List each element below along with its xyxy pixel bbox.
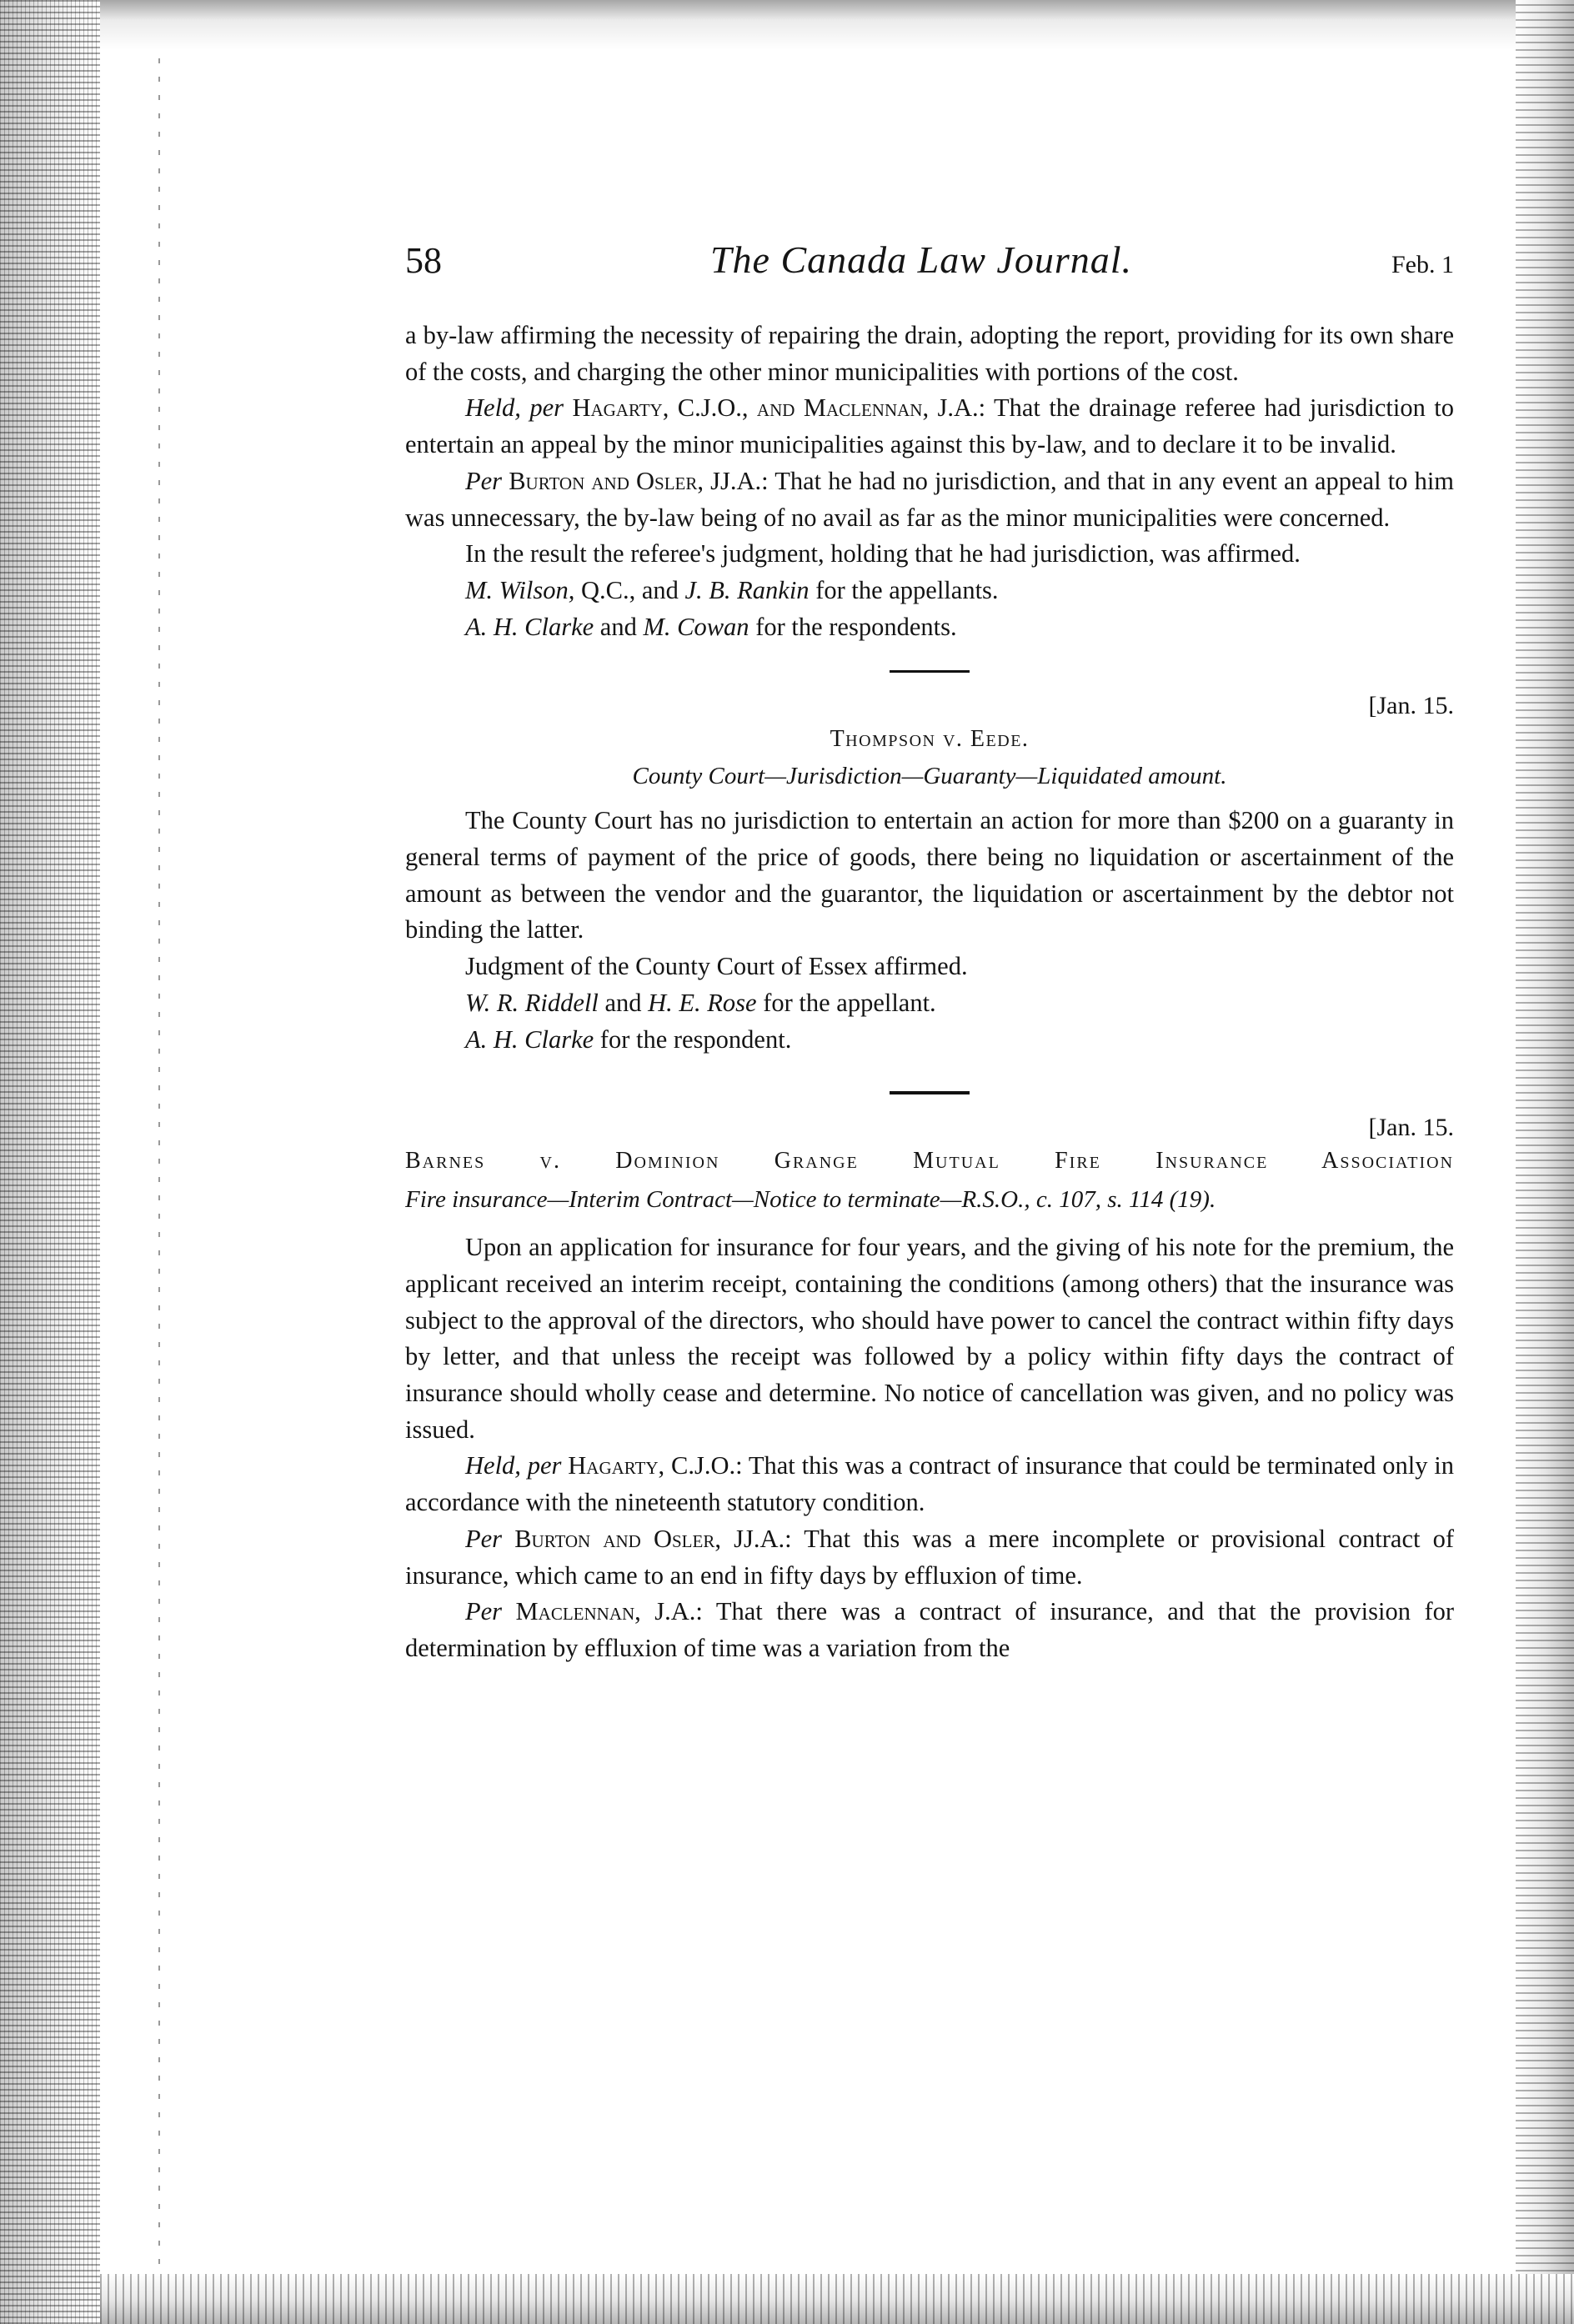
case-continuation <box>405 318 1454 645</box>
counsel-name: A. H. Clarke <box>465 1024 594 1054</box>
scan-edge-left <box>0 0 100 2324</box>
counsel-role: for the appellant. <box>763 988 936 1017</box>
paragraph: Upon an application for insurance for four years, and the giving of his note for the premium, the applicant received an interim receipt, containing the conditions (among others) that the insurance was subject to the approval of the directors, who should have power to cancel the contract within fifty days by letter, and that unless the receipt was followed by a policy within fifty days the contract of insurance should wholly cease and determine. No notice of cancellation was given, and no policy was issued. <box>405 1233 1454 1444</box>
holding-paragraph <box>405 463 1454 536</box>
holding-paragraph <box>405 1594 1454 1666</box>
holding-paragraph <box>405 1521 1454 1594</box>
scan-edge-bottom <box>100 2274 1574 2324</box>
counsel-line <box>405 985 1454 1022</box>
holding-lead: Per <box>465 1597 503 1626</box>
judge-names: Burton and Osler, JJ.A.: <box>509 466 769 495</box>
counsel-line <box>405 573 1454 609</box>
counsel-name: J. B. Rankin <box>684 575 810 604</box>
holding-paragraph <box>405 390 1454 463</box>
issue-date: Feb. 1 <box>1391 251 1454 278</box>
paragraph: The County Court has no jurisdiction to entertain an action for more than $200 on a guaranty in general terms of payment of the price of goods, there being no liquidation or ascertainment of the amount as between the vendor and the guarantor, the liquidation or ascertainment by the debtor not binding the latter. <box>405 806 1454 944</box>
judge-names: Maclennan, J.A.: <box>515 1597 703 1626</box>
counsel-name: W. R. Riddell <box>465 988 599 1017</box>
holding-text: That this was a mere incomplete or provisional contract of insurance, which came to an end in fifty days by effluxion of time. <box>405 1524 1455 1590</box>
holding-lead: Per <box>465 1524 503 1553</box>
scan-edge-right <box>1516 0 1574 2324</box>
case-date: [Jan. 15. <box>1368 1114 1454 1142</box>
paragraph: a by-law affirming the necessity of repairing the drain, adopting the report, providing for its own share of the costs, and charging the other minor municipalities with portions of the cost. <box>405 321 1454 386</box>
counsel-role: for the respondents. <box>755 612 957 641</box>
holding-paragraph <box>405 1448 1454 1520</box>
page-number: 58 <box>405 240 442 281</box>
counsel-connector: and <box>604 988 642 1017</box>
case-title: Thompson v. Eede. <box>830 726 1030 753</box>
section-divider <box>890 670 970 673</box>
holding-text: That there was a contract of insurance, and that the provision for determination by effluxion of time was a variation from the <box>405 1597 1455 1662</box>
judge-names: Burton and Osler, JJ.A.: <box>514 1524 792 1553</box>
running-head <box>405 238 1454 318</box>
counsel-name: M. Wilson, <box>465 575 575 604</box>
counsel-role: for the respondent. <box>599 1024 792 1054</box>
case-headnote: Fire insurance—Interim Contract—Notice to terminate—R.S.O., c. 107, s. 114 (19). <box>405 1186 1216 1214</box>
scan-edge-top <box>100 0 1574 50</box>
holding-text: That this was a contract of insurance that could be terminated only in accordance with the nineteenth statutory condition. <box>405 1451 1455 1517</box>
case-title: Barnes v. Dominion Grange Mutual Fire Insurance Association <box>405 1148 1454 1175</box>
case-headnote: County Court—Jurisdiction—Guaranty—Liquidated amount. <box>632 763 1227 790</box>
case-thompson-v-eede <box>405 689 1454 1058</box>
counsel-line <box>405 1022 1454 1059</box>
counsel-name: H. E. Rose <box>648 988 757 1017</box>
case-barnes-v-dominion-grange <box>405 1111 1454 1666</box>
counsel-connector: Q.C., and <box>580 575 679 604</box>
holding-lead: Held, per <box>465 1451 562 1480</box>
counsel-role: for the appellants. <box>815 575 999 604</box>
section-divider <box>890 1091 970 1094</box>
case-date: [Jan. 15. <box>1368 692 1454 720</box>
judge-names: Hagarty, C.J.O., and Maclennan, J.A.: <box>572 393 986 423</box>
counsel-line <box>405 609 1454 646</box>
judge-names: Hagarty, C.J.O.: <box>568 1451 743 1480</box>
result-paragraph: In the result the referee's judgment, holding that he had jurisdiction, was affirmed. <box>465 539 1301 568</box>
counsel-name: A. H. Clarke <box>465 612 594 641</box>
holding-text: That the drainage referee had jurisdiction to entertain an appeal by the minor municipalities against this by-law, and to declare it to be invalid. <box>405 393 1455 459</box>
journal-title: The Canada Law Journal. <box>709 238 1133 281</box>
holding-lead: Per <box>465 466 503 495</box>
holding-text: That he had no jurisdiction, and that in any event an appeal to him was unnecessary, the by-law being of no avail as far as the minor municipalities were concerned. <box>405 466 1455 532</box>
scan-edge-left-marks <box>158 50 160 2301</box>
holding-lead: Held, per <box>465 393 564 423</box>
result-paragraph: Judgment of the County Court of Essex affirmed. <box>465 952 968 981</box>
counsel-connector: and <box>599 612 637 641</box>
journal-page <box>405 238 1454 1667</box>
counsel-name: M. Cowan <box>643 612 749 641</box>
